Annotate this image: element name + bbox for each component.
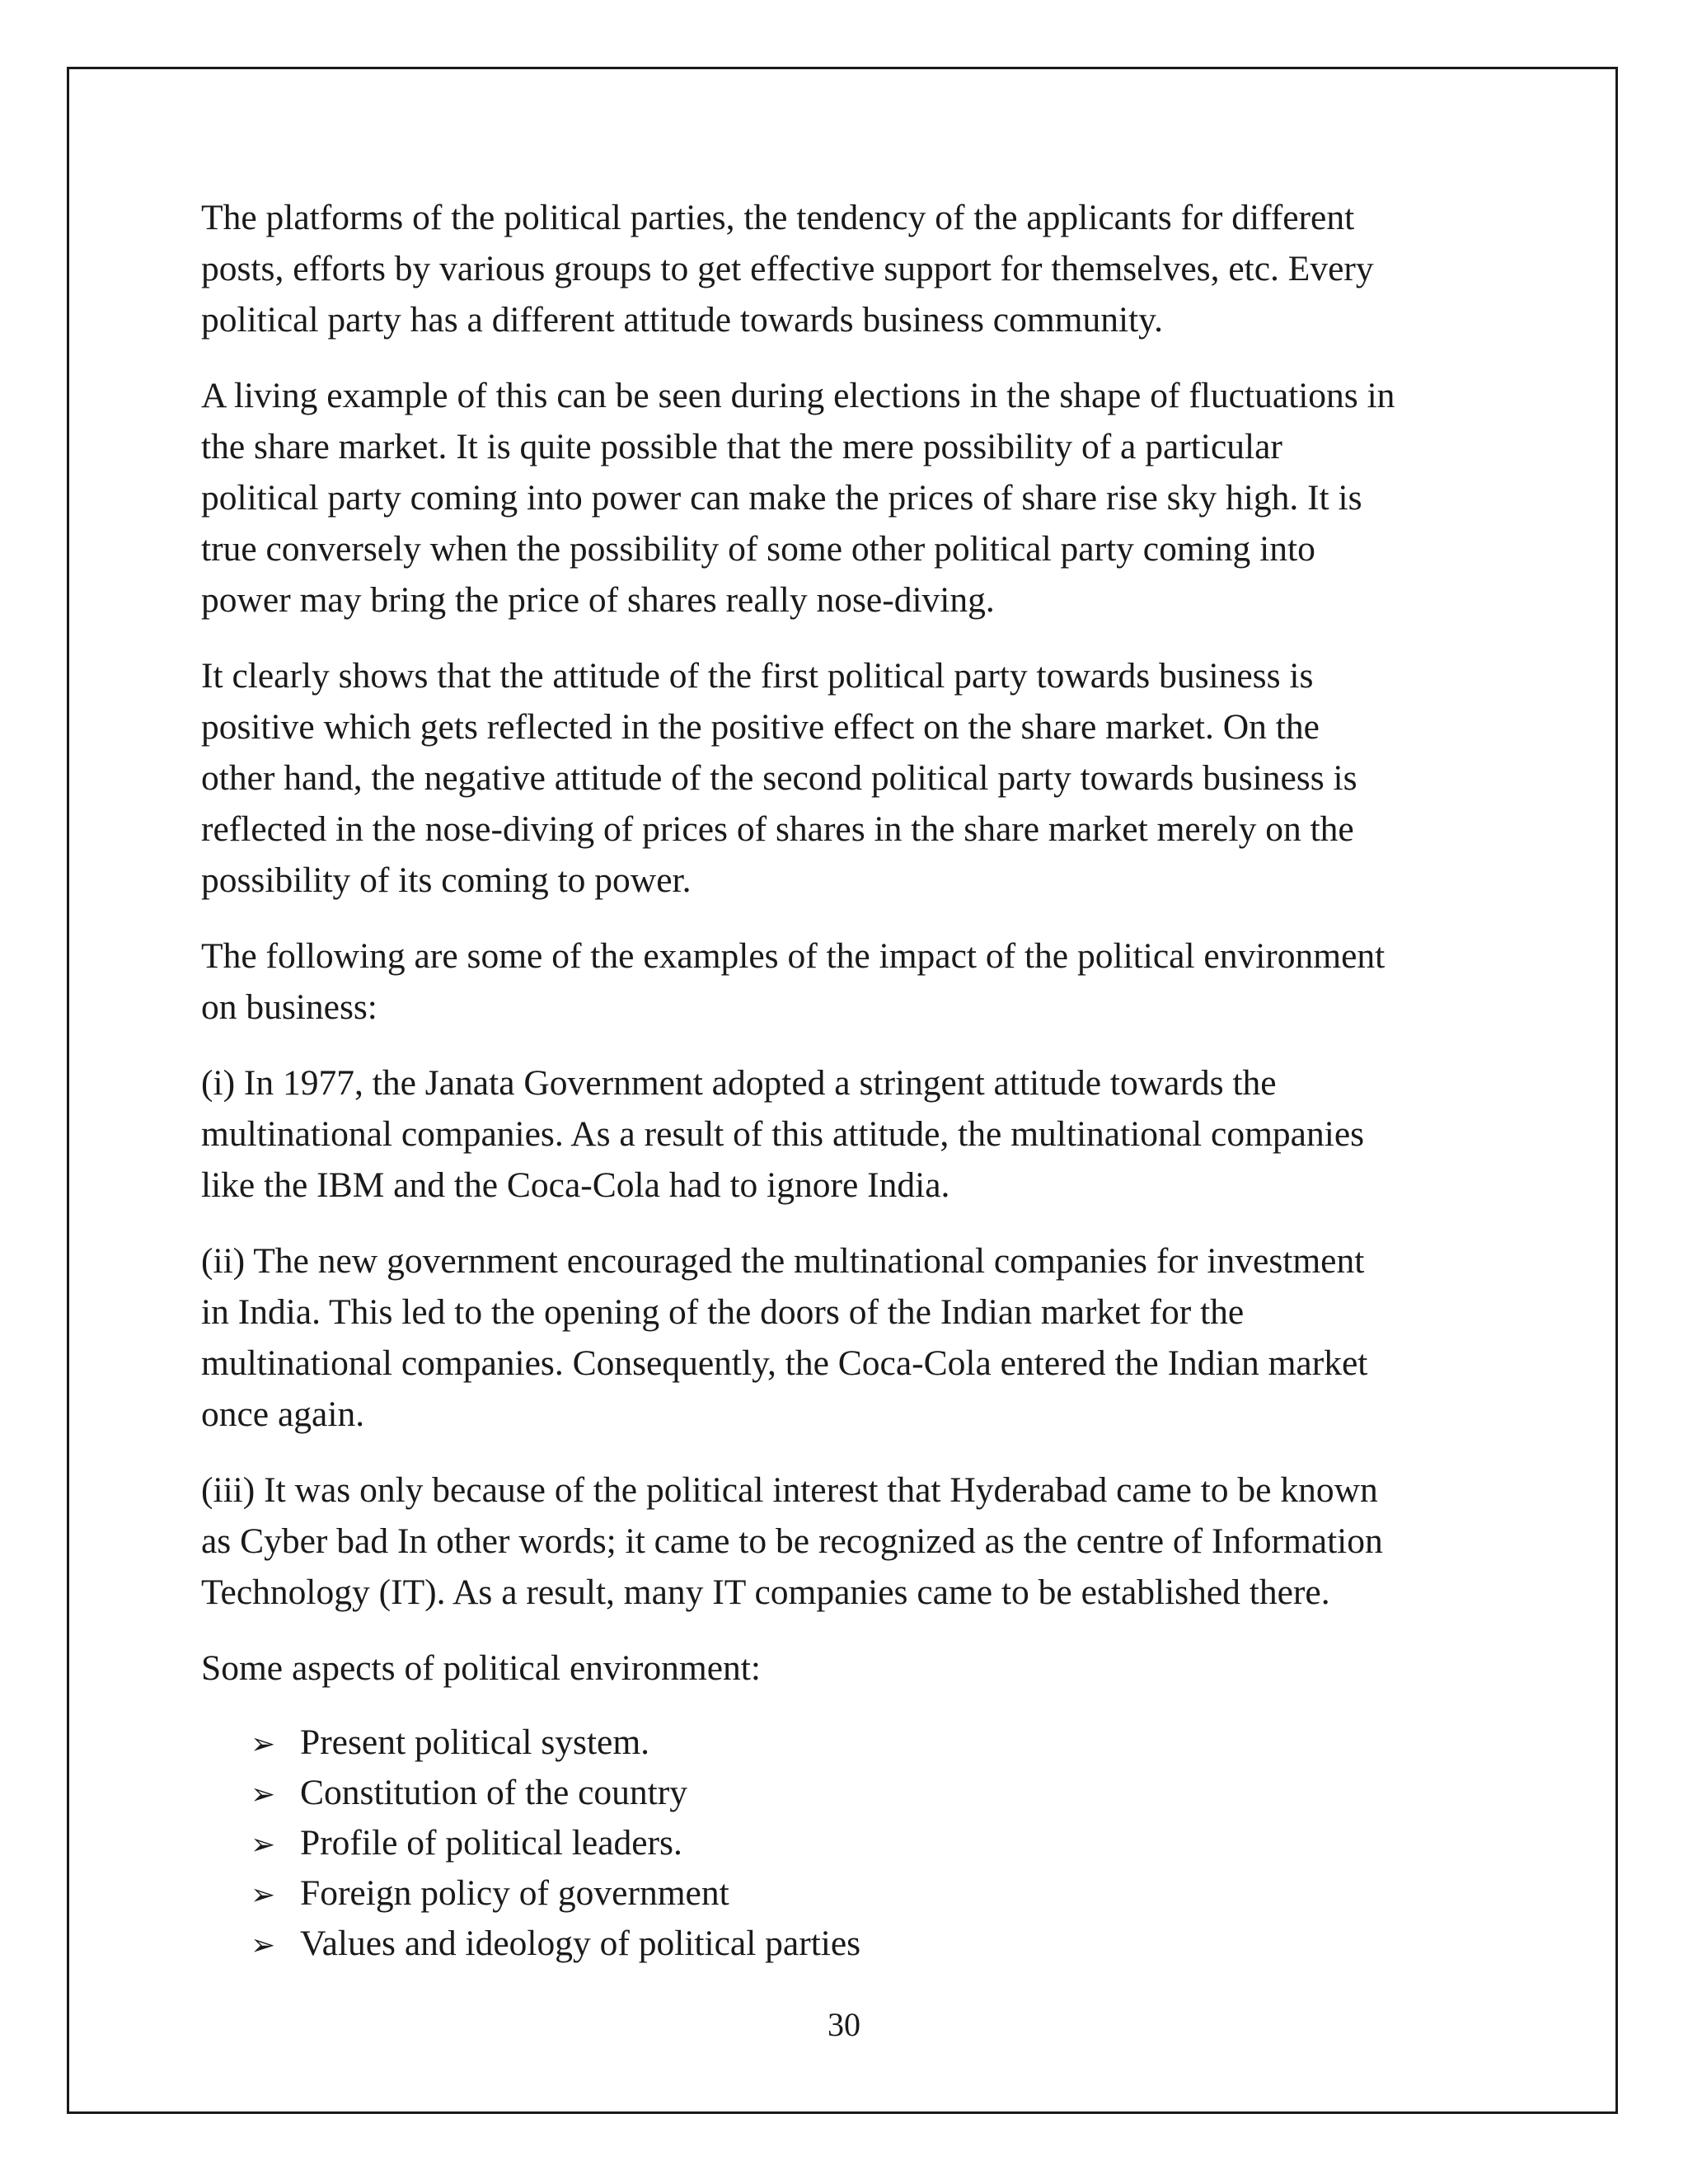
text-line: other hand, the negative attitude of the second political party towards business is	[201, 758, 1357, 798]
text-line: multinational companies. As a result of this attitude, the multinational companies	[201, 1114, 1365, 1154]
arrow-bullet-icon: ➢	[251, 1929, 276, 1962]
text-line: in India. This led to the opening of the doors of the Indian market for the	[201, 1292, 1245, 1332]
list-item-text: Present political system.	[300, 1722, 650, 1762]
list-item-text: Values and ideology of political parties	[300, 1924, 861, 1963]
list-item-text: Constitution of the country	[300, 1773, 688, 1812]
list-item-text: Foreign policy of government	[300, 1873, 729, 1913]
text-line: (i) In 1977, the Janata Government adopted a stringent attitude towards the	[201, 1063, 1277, 1103]
list-item	[251, 1718, 1503, 1769]
arrow-bullet-icon: ➢	[251, 1828, 276, 1862]
list-item	[251, 1769, 1503, 1819]
text-line: multinational companies. Consequently, the Coca-Cola entered the Indian market	[201, 1343, 1368, 1383]
arrow-bullet-icon: ➢	[251, 1878, 276, 1912]
text-line: positive which gets reflected in the positive effect on the share market. On the	[201, 707, 1320, 747]
text-line: A living example of this can be seen during elections in the shape of fluctuations in	[201, 376, 1395, 415]
text-line: political party coming into power can make the prices of share rise sky high. It is	[201, 478, 1362, 518]
paragraph	[201, 370, 1503, 626]
text-line: The platforms of the political parties, the tendency of the applicants for different	[201, 198, 1355, 237]
text-line: Some aspects of political environment:	[201, 1648, 761, 1688]
text-line: as Cyber bad In other words; it came to be recognized as the centre of Information	[201, 1521, 1383, 1561]
aspects-list	[201, 1718, 1503, 1970]
paragraph	[201, 1057, 1503, 1211]
page-number: 30	[828, 2006, 860, 2043]
text-line: on business:	[201, 987, 377, 1027]
text-line: political party has a different attitude towards business community.	[201, 300, 1163, 340]
arrow-bullet-icon: ➢	[251, 1727, 276, 1761]
list-item	[251, 1919, 1503, 1970]
text-line: reflected in the nose-diving of prices of shares in the share market merely on the	[201, 809, 1354, 849]
text-line: power may bring the price of shares really nose-diving.	[201, 580, 995, 620]
list-item-text: Profile of political leaders.	[300, 1823, 682, 1863]
paragraph	[201, 1235, 1503, 1440]
text-line: posts, efforts by various groups to get effective support for themselves, etc. Every	[201, 249, 1374, 288]
document-body	[201, 192, 1503, 1970]
text-line: (ii) The new government encouraged the multinational companies for investment	[201, 1241, 1365, 1281]
text-line: possibility of its coming to power.	[201, 860, 692, 900]
text-line: It clearly shows that the attitude of the first political party towards business is	[201, 656, 1314, 696]
paragraph	[201, 930, 1503, 1033]
text-line: the share market. It is quite possible that the mere possibility of a particular	[201, 427, 1282, 466]
arrow-bullet-icon: ➢	[251, 1778, 276, 1811]
text-line: Technology (IT). As a result, many IT companies came to be established there.	[201, 1572, 1330, 1612]
paragraph	[201, 650, 1503, 906]
text-line: (iii) It was only because of the political interest that Hyderabad came to be known	[201, 1470, 1378, 1510]
text-line: once again.	[201, 1394, 365, 1434]
text-line: true conversely when the possibility of some other political party coming into	[201, 529, 1315, 569]
paragraph	[201, 1465, 1503, 1618]
list-item	[251, 1819, 1503, 1869]
paragraph	[201, 1643, 1503, 1694]
text-line: The following are some of the examples of the impact of the political environment	[201, 936, 1386, 976]
text-line: like the IBM and the Coca-Cola had to ignore India.	[201, 1165, 950, 1205]
paragraph	[201, 192, 1503, 345]
list-item	[251, 1869, 1503, 1919]
